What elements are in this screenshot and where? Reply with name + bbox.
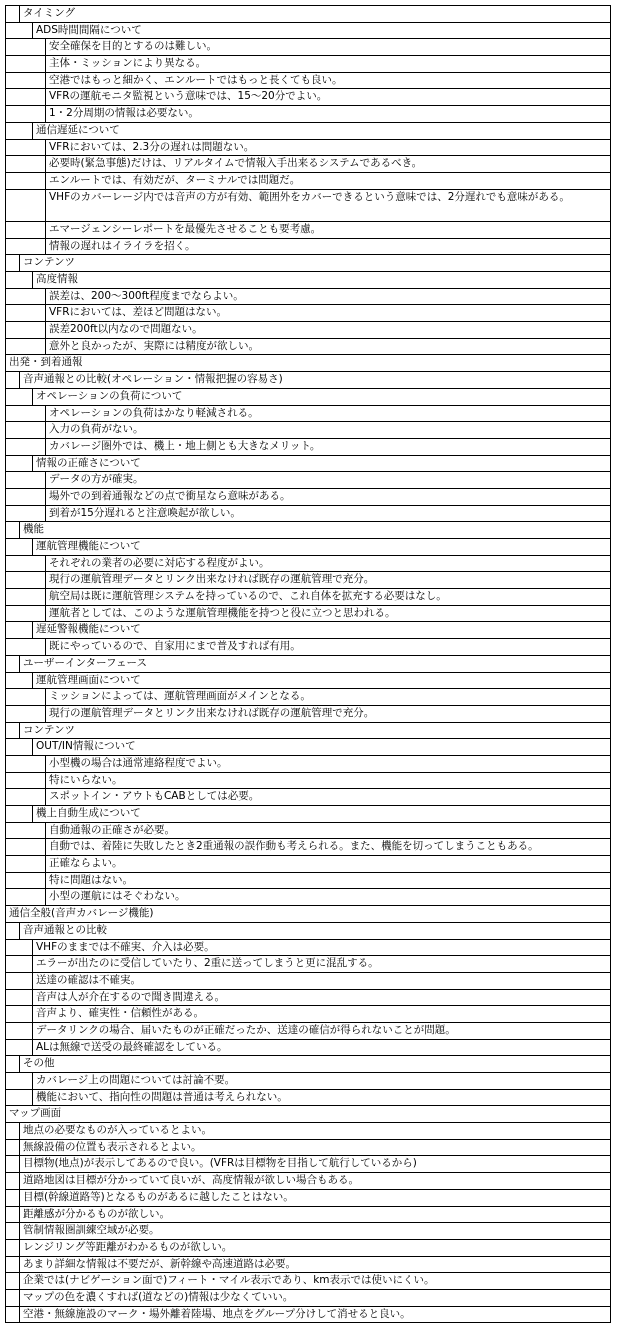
outline-row-text: 無線設備の位置も表示されるとよい。	[19, 1140, 606, 1156]
outline-row	[6, 1190, 610, 1207]
outline-row	[6, 89, 610, 106]
outline-row-text: 運航管理画面について	[32, 673, 606, 689]
outline-row	[6, 622, 610, 639]
outline-row	[6, 339, 610, 356]
outline-row-text: 情報の正確さについて	[32, 456, 606, 472]
outline-row-text: 地点の必要なものが入っているとよい。	[19, 1123, 606, 1139]
outline-row	[6, 6, 610, 23]
outline-row	[6, 689, 610, 706]
outline-row-text: データリンクの場合、届いたものが正確だったか、送達の確信が得られないことが問題。	[32, 1023, 606, 1039]
outline-row	[6, 706, 610, 723]
outline-row	[6, 1006, 610, 1023]
outline-row	[6, 239, 610, 256]
outline-row-text: 出発・到着通報	[9, 356, 83, 369]
outline-row-text: 既にやっているので、自家用にまで普及すれば有用。	[45, 639, 606, 655]
outline-row-text: 空港ではもっと細かく、エンルートではもっと長くても良い。	[45, 73, 606, 89]
outline-row	[6, 990, 610, 1007]
outline-row-text: 遅延警報機能について	[32, 622, 606, 638]
outline-row	[6, 456, 610, 473]
outline-row-text: VFRにおいては、差ほど問題はない。	[45, 305, 606, 321]
outline-row-text: それぞれの業者の必要に対応する程度がよい。	[45, 556, 606, 572]
outline-row	[6, 422, 610, 439]
outline-row	[6, 789, 610, 806]
outline-row-text: 音声通報との比較	[19, 923, 606, 939]
outline-row	[6, 656, 610, 673]
outline-row	[6, 873, 610, 890]
outline-row-text: 空港・無線施設のマーク・場外離着陸場、地点をグループ分けして消せると良い。	[19, 1307, 606, 1323]
outline-row	[6, 1040, 610, 1057]
outline-row	[6, 489, 610, 506]
outline-row	[6, 56, 610, 73]
outline-row-text: VHFのままでは不確実、介入は必要。	[32, 940, 606, 956]
outline-row-text: レンジリング等距離がわかるものが欲しい。	[19, 1240, 606, 1256]
outline-row	[6, 472, 610, 489]
outline-row-text: 現行の運航管理データとリンク出来なければ既存の運航管理で充分。	[45, 706, 606, 722]
outline-row-text: VHFのカバーレージ内では音声の方が有効、範囲外をカバーできるという意味では、2分遅れでも意味がある。	[45, 190, 606, 221]
outline-row-text: OUT/IN情報について	[32, 739, 606, 755]
outline-row	[6, 1290, 610, 1307]
outline-row-text: 高度情報	[32, 272, 606, 288]
outline-row	[6, 23, 610, 40]
outline-row-text: VFRにおいては、2.3分の遅れは問題ない。	[45, 140, 606, 156]
outline-row-text: VFRの運航モニタ監視という意味では、15～20分でよい。	[45, 89, 606, 105]
outline-row	[6, 906, 610, 923]
outline-row-text: コンテンツ	[19, 723, 606, 739]
outline-row-text: オペレーションの負荷はかなり軽減される。	[45, 406, 606, 422]
outline-row-text: コンテンツ	[19, 255, 606, 271]
outline-row-text: 機能	[19, 522, 606, 538]
outline-row	[6, 940, 610, 957]
outline-row	[6, 106, 610, 123]
outline-row-text: 音声より、確実性・信頼性がある。	[32, 1006, 606, 1022]
outline-row-text: 音声通報との比較(オペレーション・情報把握の容易さ)	[19, 372, 606, 388]
outline-row	[6, 222, 610, 239]
outline-row-text: ADS時間間隔について	[32, 23, 606, 39]
outline-row	[6, 889, 610, 906]
outline-row-text: 通信遅延について	[32, 123, 606, 139]
outline-row-text: ミッションによっては、運航管理画面がメインとなる。	[45, 689, 606, 705]
outline-row-text: 安全確保を目的とするのは難しい。	[45, 39, 606, 55]
outline-row	[6, 839, 610, 856]
outline-row	[6, 606, 610, 623]
outline-row	[6, 539, 610, 556]
outline-row	[6, 572, 610, 589]
outline-row-text: 現行の運航管理データとリンク出来なければ既存の運航管理で充分。	[45, 572, 606, 588]
outline-row	[6, 773, 610, 790]
outline-row-text: マップの色を濃くすれば(道などの)情報は少なくていい。	[19, 1290, 606, 1306]
outline-row-text: 自動通報の正確さが必要。	[45, 823, 606, 839]
outline-row	[6, 389, 610, 406]
outline-row	[6, 305, 610, 322]
outline-row	[6, 322, 610, 339]
outline-row-text: 距離感が分かるものが欲しい。	[19, 1207, 606, 1223]
outline-row	[6, 1140, 610, 1157]
outline-row	[6, 739, 610, 756]
outline-row-text: 小型の運航にはそぐわない。	[45, 889, 606, 905]
outline-row-text: 小型機の場合は通常連絡程度でよい。	[45, 756, 606, 772]
outline-row-text: 送達の確認は不確実。	[32, 973, 606, 989]
outline-row	[6, 856, 610, 873]
outline-row	[6, 289, 610, 306]
outline-row-text: カバレージ上の問題については討論不要。	[32, 1073, 606, 1089]
outline-row-text: エマージェンシーレポートを最優先させることも要考慮。	[45, 222, 606, 238]
outline-row-text: 必要時(緊急事態)だけは、リアルタイムで情報入手出来るシステムであるべき。	[45, 156, 606, 172]
outline-row-text: 機上自動生成について	[32, 806, 606, 822]
outline-row-text: カバレージ圏外では、機上・地上側とも大きなメリット。	[45, 439, 606, 455]
outline-row-text: 運航管理機能について	[32, 539, 606, 555]
outline-row	[6, 823, 610, 840]
outline-row	[6, 1023, 610, 1040]
outline-row-text: 到着が15分遅れると注意喚起が欲しい。	[45, 506, 606, 522]
outline-row	[6, 1207, 610, 1224]
outline-row-text: タイミング	[19, 6, 606, 22]
outline-row	[6, 673, 610, 690]
outline-row	[6, 272, 610, 289]
outline-row-text: 特にいらない。	[45, 773, 606, 789]
outline-row-text: 情報の遅れはイライラを招く。	[45, 239, 606, 255]
outline-row	[6, 589, 610, 606]
outline-row	[6, 1240, 610, 1257]
outline-row	[6, 1223, 610, 1240]
outline-row-text: 誤差は、200～300ft程度までならよい。	[45, 289, 606, 305]
outline-row	[6, 1307, 610, 1323]
outline-row-text: 場外での到着通報などの点で衝星なら意味がある。	[45, 489, 606, 505]
outline-row-text: 音声は人が介在するので聞き間違える。	[32, 990, 606, 1006]
outline-row-text: ユーザーインターフェース	[19, 656, 606, 672]
outline-row-text: 航空局は既に運航管理システムを持っているので、これ自体を拡充する必要はなし。	[45, 589, 606, 605]
outline-row-text: エラーが出たのに受信していたり、2重に送ってしまうと更に混乱する。	[32, 956, 606, 972]
outline-row	[6, 1090, 610, 1107]
outline-row	[6, 923, 610, 940]
outline-row	[6, 506, 610, 523]
outline-row-text: あまり詳細な情報は不要だが、新幹線や高速道路は必要。	[19, 1257, 606, 1273]
outline-row	[6, 806, 610, 823]
outline-row	[6, 1106, 610, 1123]
outline-row-text: 入力の負荷がない。	[45, 422, 606, 438]
outline-row	[6, 439, 610, 456]
outline-row-text: エンルートでは、有効だが、ターミナルでは問題だ。	[45, 173, 606, 189]
outline-row	[6, 1056, 610, 1073]
outline-row	[6, 973, 610, 990]
outline-row-text: 運航者としては、このような運航管理機能を持つと役に立つと思われる。	[45, 606, 606, 622]
outline-row-text: その他	[19, 1056, 606, 1072]
outline-row	[6, 355, 610, 372]
outline-row	[6, 39, 610, 56]
outline-row-text: 主体・ミッションにより異なる。	[45, 56, 606, 72]
outline-row	[6, 522, 610, 539]
outline-row	[6, 372, 610, 389]
outline-row	[6, 123, 610, 140]
outline-table	[5, 5, 611, 1323]
outline-row-text: マップ画面	[9, 1107, 62, 1120]
outline-row-text: ALは無線で送受の最終確認をしている。	[32, 1040, 606, 1056]
outline-row	[6, 140, 610, 157]
outline-row-text: 1・2分周期の情報は必要ない。	[45, 106, 606, 122]
outline-row	[6, 156, 610, 173]
outline-row-text: データの方が確実。	[45, 472, 606, 488]
outline-row	[6, 190, 610, 222]
outline-row	[6, 639, 610, 656]
outline-row	[6, 73, 610, 90]
outline-row-text: 機能において、指向性の問題は普通は考えられない。	[32, 1090, 606, 1106]
outline-row	[6, 1173, 610, 1190]
outline-row	[6, 255, 610, 272]
outline-row-text: オペレーションの負荷について	[32, 389, 606, 405]
outline-row	[6, 173, 610, 190]
outline-row-text: 企業では(ナビゲーション面で)フィート・マイル表示であり、km表示では使いにくい。	[19, 1273, 606, 1289]
outline-row	[6, 1123, 610, 1140]
outline-row-text: 正確ならよい。	[45, 856, 606, 872]
outline-row-text: 誤差200ft以内なので問題ない。	[45, 322, 606, 338]
outline-row-text: スポットイン・アウトもCABとしては必要。	[45, 789, 606, 805]
outline-row-text: 意外と良かったが、実際には精度が欲しい。	[45, 339, 606, 355]
outline-row	[6, 406, 610, 423]
outline-row	[6, 723, 610, 740]
outline-row-text: 道路地図は目標が分かっていて良いが、高度情報が欲しい場合もある。	[19, 1173, 606, 1189]
outline-row	[6, 756, 610, 773]
outline-row-text: 特に問題はない。	[45, 873, 606, 889]
outline-row-text: 管制情報圏訓練空域が必要。	[19, 1223, 606, 1239]
outline-row-text: 自動では、着陸に失敗したとき2重通報の誤作動も考えられる。また、機能を切ってしまうこともある。	[45, 839, 606, 855]
outline-row-text: 通信全般(音声カバレージ機能)	[9, 907, 154, 920]
outline-row	[6, 1073, 610, 1090]
outline-row	[6, 1156, 610, 1173]
outline-row	[6, 956, 610, 973]
outline-row	[6, 1273, 610, 1290]
outline-row	[6, 1257, 610, 1274]
outline-row-text: 目標(幹線道路等)となるものがあるに越したことはない。	[19, 1190, 606, 1206]
outline-row	[6, 556, 610, 573]
outline-row-text: 目標物(地点)が表示してあるので良い。(VFRは目標物を目指して航行しているから)	[19, 1156, 606, 1172]
